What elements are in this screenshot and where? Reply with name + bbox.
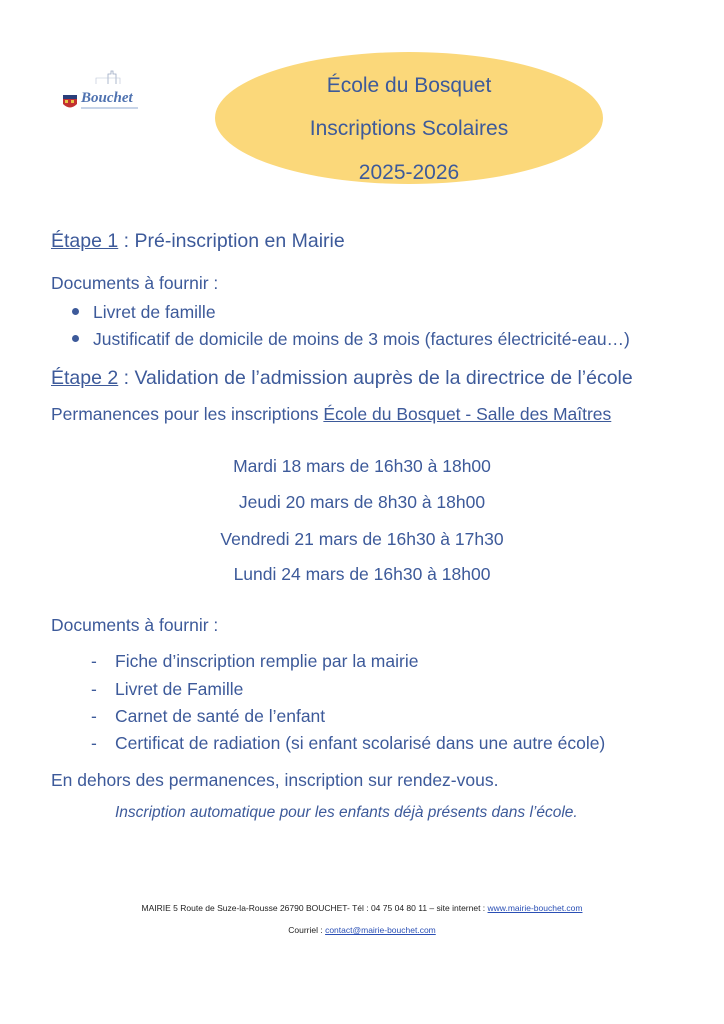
footer-email: Courriel : contact@mairie-bouchet.com — [288, 925, 436, 935]
school-title: École du Bosquet — [326, 74, 492, 97]
step2-text: : Validation de l’admission auprès de la directrice de l’école — [118, 367, 633, 389]
bullet-icon — [72, 335, 79, 342]
logo-text: Bouchet — [81, 90, 133, 106]
website-link[interactable]: www.mairie-bouchet.com — [487, 903, 583, 913]
permanences-line: Permanences pour les inscriptions École du Bosquet - Salle des Maîtres — [51, 404, 612, 424]
dash-icon: - — [91, 733, 97, 753]
schedule-item: Lundi 24 mars de 16h30 à 18h00 — [233, 564, 491, 584]
email-link[interactable]: contact@mairie-bouchet.com — [325, 925, 436, 935]
subtitle: Inscriptions Scolaires — [309, 117, 509, 140]
docs2-heading: Documents à fournir : — [51, 615, 219, 635]
step2-label: Étape 2 — [51, 367, 119, 389]
schedule-item: Mardi 18 mars de 16h30 à 18h00 — [233, 456, 491, 476]
step1-label: Étape 1 — [51, 230, 119, 252]
docs2-item: - Fiche d’inscription remplie par la mairie — [91, 651, 419, 671]
schedule-item: Jeudi 20 mars de 8h30 à 18h00 — [238, 492, 486, 512]
school-year: 2025-2026 — [358, 161, 460, 184]
automatic-note: Inscription automatique pour les enfants déjà présents dans l’école. — [115, 804, 578, 821]
docs2-item: - Certificat de radiation (si enfant scolarisé dans une autre école) — [91, 733, 606, 753]
step1-text: : Pré-inscription en Mairie — [118, 230, 345, 252]
docs2-item: - Carnet de santé de l’enfant — [91, 706, 326, 726]
docs1-item: Justificatif de domicile de moins de 3 mois (factures électricité-eau…) — [72, 329, 630, 350]
dash-icon: - — [91, 679, 97, 699]
dash-icon: - — [91, 706, 97, 726]
footer-address: MAIRIE 5 Route de Suze-la-Rousse 26790 BOUCHET- Tél : 04 75 04 80 11 – site internet : www.mairie-bouchet.com — [141, 903, 583, 913]
bullet-icon — [72, 308, 79, 315]
permanences-place: École du Bosquet - Salle des Maîtres — [323, 404, 612, 424]
town-logo — [60, 68, 142, 112]
step2-line — [51, 367, 633, 390]
docs1-heading: Documents à fournir : — [51, 273, 219, 293]
appointment-note: En dehors des permanences, inscription sur rendez-vous. — [51, 770, 499, 790]
schedule-item: Vendredi 21 mars de 16h30 à 17h30 — [220, 529, 504, 549]
docs2-item: - Livret de Famille — [91, 679, 244, 699]
dash-icon: - — [91, 651, 97, 671]
step1-line — [51, 230, 345, 253]
docs1-item: Livret de famille — [72, 302, 216, 323]
